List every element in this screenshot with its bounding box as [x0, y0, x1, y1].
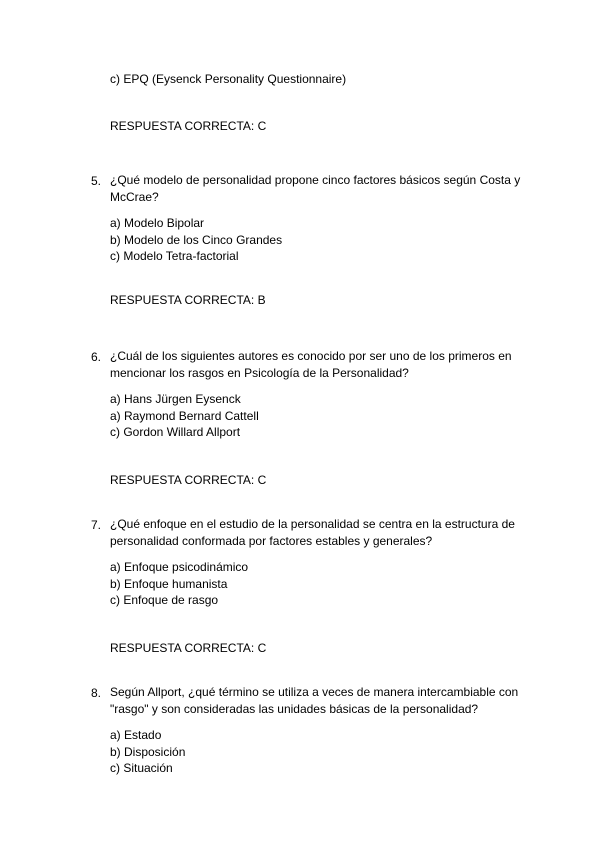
options-list [110, 727, 185, 777]
question-text: Según Allport, ¿qué término se utiliza a veces de manera intercambiable con "rasgo" y son consideradas las unidades básicas de la personalidad? [110, 685, 519, 716]
options-list [110, 215, 282, 265]
answer: RESPUESTA CORRECTA: C [110, 473, 267, 487]
option-b: a) Raymond Bernard Cattell [110, 408, 259, 423]
option-b: b) Modelo de los Cinco Grandes [110, 232, 283, 247]
answer-prev: RESPUESTA CORRECTA: C [110, 119, 267, 133]
question-number: 8. [91, 686, 102, 700]
question-text: ¿Qué modelo de personalidad propone cinco factores básicos según Costa y McCrae? [110, 173, 521, 204]
option-c: c) Situación [110, 761, 173, 775]
question-number: 6. [91, 350, 102, 364]
question-text: ¿Qué enfoque en el estudio de la personalidad se centra en la estructura de personalidad conformada por factores estables y generales? [110, 517, 515, 548]
option-c: c) Enfoque de rasgo [110, 593, 219, 607]
option-a: a) Hans Jürgen Eysenck [110, 392, 241, 406]
option-c-prev: c) EPQ (Eysenck Personality Questionnaire) [110, 72, 347, 86]
option-c: c) Modelo Tetra-factorial [110, 249, 239, 263]
options-list [110, 559, 248, 609]
option-b: b) Disposición [110, 744, 186, 759]
question-number: 7. [91, 518, 102, 532]
question-text: ¿Cuál de los siguientes autores es conocido por ser uno de los primeros en mencionar los rasgos en Psicología de la Personalidad? [110, 349, 512, 380]
answer: RESPUESTA CORRECTA: C [110, 641, 267, 655]
option-b: b) Enfoque humanista [110, 576, 228, 591]
option-a: a) Modelo Bipolar [110, 216, 205, 230]
option-a: a) Enfoque psicodinámico [110, 560, 249, 574]
option-a: a) Estado [110, 728, 162, 742]
answer: RESPUESTA CORRECTA: B [110, 293, 266, 307]
options-list [110, 391, 259, 441]
option-c: c) Gordon Willard Allport [110, 425, 241, 439]
question-number: 5. [91, 174, 102, 188]
